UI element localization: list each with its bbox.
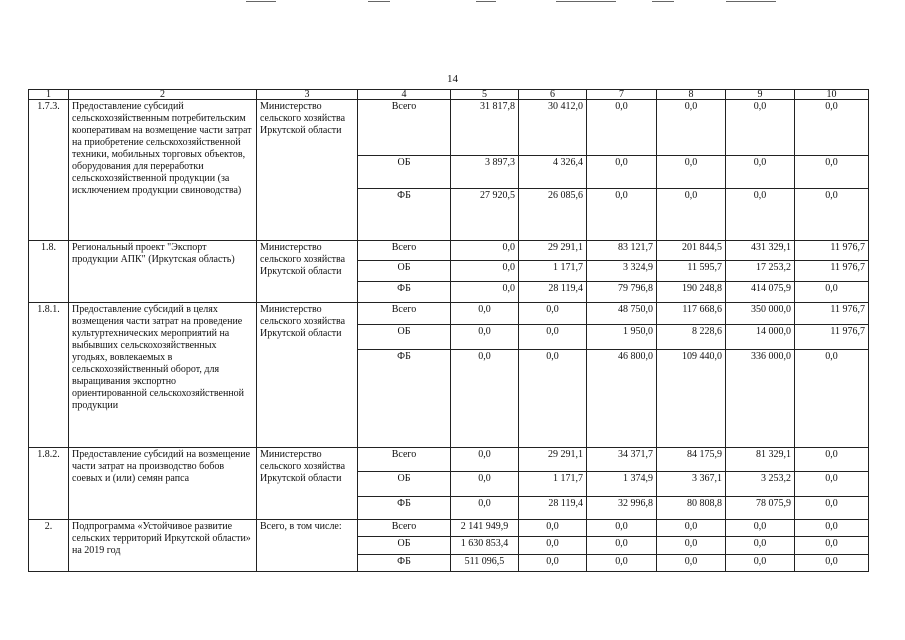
value-cell: 0,0 — [657, 156, 726, 189]
value-cell: 0,0 — [657, 537, 726, 555]
funding-type: ФБ — [358, 282, 451, 303]
funding-type: ОБ — [358, 325, 451, 350]
column-number: 1 — [29, 90, 69, 100]
value-cell: 0,0 — [795, 520, 869, 537]
value-cell: 27 920,5 — [451, 189, 519, 241]
value-cell: 0,0 — [451, 325, 519, 350]
value-cell: 0,0 — [795, 537, 869, 555]
value-cell: 0,0 — [451, 472, 519, 497]
value-cell: 0,0 — [587, 520, 657, 537]
funding-type: ОБ — [358, 156, 451, 189]
value-cell: 0,0 — [657, 555, 726, 572]
row-title: Региональный проект "Экспорт продукции АПК" (Иркутская область) — [69, 241, 257, 303]
value-cell: 0,0 — [451, 350, 519, 448]
value-cell: 0,0 — [795, 156, 869, 189]
value-cell: 336 000,0 — [726, 350, 795, 448]
value-cell: 0,0 — [519, 350, 587, 448]
value-cell: 0,0 — [726, 100, 795, 156]
funding-type: ФБ — [358, 350, 451, 448]
column-number: 8 — [657, 90, 726, 100]
value-cell: 0,0 — [795, 555, 869, 572]
row-title: Предоставление субсидий сельскохозяйственным потребительским кооперативам на возмещение части затрат на приобретение сельскохозяйственной техники, мобильных торговых объектов, оборудования для переработки сельскохозяйственной продукции (за исключением продукции свиноводства) — [69, 100, 257, 241]
row-executor: Министерство сельского хозяйства Иркутской области — [257, 241, 358, 303]
value-cell: 0,0 — [587, 555, 657, 572]
value-cell: 26 085,6 — [519, 189, 587, 241]
value-cell: 511 096,5 — [451, 555, 519, 572]
row-executor: Всего, в том числе: — [257, 520, 358, 572]
funding-type: ФБ — [358, 555, 451, 572]
budget-table — [28, 89, 869, 572]
top-scan-marks — [0, 0, 905, 6]
row-number: 1.7.3. — [29, 100, 69, 241]
value-cell: 0,0 — [726, 156, 795, 189]
table-row — [29, 448, 869, 472]
value-cell: 1 171,7 — [519, 261, 587, 282]
value-cell: 0,0 — [451, 448, 519, 472]
value-cell: 109 440,0 — [657, 350, 726, 448]
row-number: 2. — [29, 520, 69, 572]
value-cell: 1 950,0 — [587, 325, 657, 350]
table-row — [29, 241, 869, 261]
value-cell: 1 374,9 — [587, 472, 657, 497]
value-cell: 0,0 — [519, 555, 587, 572]
value-cell: 2 141 949,9 — [451, 520, 519, 537]
value-cell: 350 000,0 — [726, 303, 795, 325]
value-cell: 3 367,1 — [657, 472, 726, 497]
funding-type: ФБ — [358, 189, 451, 241]
value-cell: 11 976,7 — [795, 325, 869, 350]
funding-type: Всего — [358, 303, 451, 325]
value-cell: 11 976,7 — [795, 241, 869, 261]
funding-type: Всего — [358, 100, 451, 156]
value-cell: 0,0 — [657, 100, 726, 156]
value-cell: 414 075,9 — [726, 282, 795, 303]
funding-type: ОБ — [358, 537, 451, 555]
column-number: 5 — [451, 90, 519, 100]
value-cell: 0,0 — [587, 189, 657, 241]
table-row — [29, 100, 869, 156]
table-row — [29, 303, 869, 325]
value-cell: 79 796,8 — [587, 282, 657, 303]
row-executor: Министерство сельского хозяйства Иркутской области — [257, 303, 358, 448]
column-number: 2 — [69, 90, 257, 100]
value-cell: 17 253,2 — [726, 261, 795, 282]
row-title: Предоставление субсидий на возмещение части затрат на производство бобов соевых и (или) семян рапса — [69, 448, 257, 520]
value-cell: 48 750,0 — [587, 303, 657, 325]
value-cell: 1 171,7 — [519, 472, 587, 497]
value-cell: 80 808,8 — [657, 497, 726, 520]
row-title: Подпрограмма «Устойчивое развитие сельских территорий Иркутской области» на 2019 год — [69, 520, 257, 572]
value-cell: 29 291,1 — [519, 241, 587, 261]
row-title: Предоставление субсидий в целях возмещения части затрат на проведение культуртехнических мероприятий на выбывших сельскохозяйственных угодьях, вовлекаемых в сельскохозяйственный оборот, для выращивания экспортно ориентированной сельскохозяйственной продукции — [69, 303, 257, 448]
column-number: 10 — [795, 90, 869, 100]
row-number: 1.8.2. — [29, 448, 69, 520]
value-cell: 0,0 — [795, 282, 869, 303]
value-cell: 0,0 — [451, 303, 519, 325]
value-cell: 0,0 — [795, 350, 869, 448]
value-cell: 11 976,7 — [795, 261, 869, 282]
value-cell: 28 119,4 — [519, 282, 587, 303]
value-cell: 4 326,4 — [519, 156, 587, 189]
value-cell: 83 121,7 — [587, 241, 657, 261]
value-cell: 0,0 — [519, 325, 587, 350]
value-cell: 3 324,9 — [587, 261, 657, 282]
value-cell: 0,0 — [451, 282, 519, 303]
value-cell: 0,0 — [451, 241, 519, 261]
funding-type: ОБ — [358, 472, 451, 497]
value-cell: 0,0 — [795, 497, 869, 520]
funding-type: ОБ — [358, 261, 451, 282]
value-cell: 11 595,7 — [657, 261, 726, 282]
value-cell: 0,0 — [657, 520, 726, 537]
value-cell: 8 228,6 — [657, 325, 726, 350]
value-cell: 0,0 — [726, 520, 795, 537]
value-cell: 0,0 — [587, 537, 657, 555]
value-cell: 0,0 — [795, 448, 869, 472]
value-cell: 78 075,9 — [726, 497, 795, 520]
funding-type: ФБ — [358, 497, 451, 520]
value-cell: 0,0 — [451, 497, 519, 520]
value-cell: 34 371,7 — [587, 448, 657, 472]
value-cell: 190 248,8 — [657, 282, 726, 303]
value-cell: 81 329,1 — [726, 448, 795, 472]
value-cell: 0,0 — [795, 472, 869, 497]
value-cell: 11 976,7 — [795, 303, 869, 325]
row-executor: Министерство сельского хозяйства Иркутской области — [257, 100, 358, 241]
value-cell: 0,0 — [519, 520, 587, 537]
page-number: 14 — [447, 73, 458, 85]
value-cell: 201 844,5 — [657, 241, 726, 261]
value-cell: 431 329,1 — [726, 241, 795, 261]
value-cell: 84 175,9 — [657, 448, 726, 472]
value-cell: 29 291,1 — [519, 448, 587, 472]
row-number: 1.8. — [29, 241, 69, 303]
value-cell: 0,0 — [519, 537, 587, 555]
column-number-row — [29, 90, 869, 100]
value-cell: 0,0 — [587, 100, 657, 156]
value-cell: 0,0 — [587, 156, 657, 189]
value-cell: 3 897,3 — [451, 156, 519, 189]
value-cell: 14 000,0 — [726, 325, 795, 350]
value-cell: 31 817,8 — [451, 100, 519, 156]
value-cell: 0,0 — [795, 100, 869, 156]
value-cell: 0,0 — [795, 189, 869, 241]
value-cell: 0,0 — [657, 189, 726, 241]
row-number: 1.8.1. — [29, 303, 69, 448]
column-number: 7 — [587, 90, 657, 100]
value-cell: 1 630 853,4 — [451, 537, 519, 555]
column-number: 3 — [257, 90, 358, 100]
value-cell: 0,0 — [519, 303, 587, 325]
value-cell: 0,0 — [726, 537, 795, 555]
funding-type: Всего — [358, 448, 451, 472]
value-cell: 117 668,6 — [657, 303, 726, 325]
column-number: 4 — [358, 90, 451, 100]
value-cell: 46 800,0 — [587, 350, 657, 448]
value-cell: 0,0 — [726, 555, 795, 572]
value-cell: 30 412,0 — [519, 100, 587, 156]
value-cell: 28 119,4 — [519, 497, 587, 520]
table-row — [29, 520, 869, 537]
value-cell: 0,0 — [726, 189, 795, 241]
funding-type: Всего — [358, 520, 451, 537]
funding-type: Всего — [358, 241, 451, 261]
row-executor: Министерство сельского хозяйства Иркутской области — [257, 448, 358, 520]
value-cell: 0,0 — [451, 261, 519, 282]
value-cell: 32 996,8 — [587, 497, 657, 520]
value-cell: 3 253,2 — [726, 472, 795, 497]
column-number: 6 — [519, 90, 587, 100]
column-number: 9 — [726, 90, 795, 100]
